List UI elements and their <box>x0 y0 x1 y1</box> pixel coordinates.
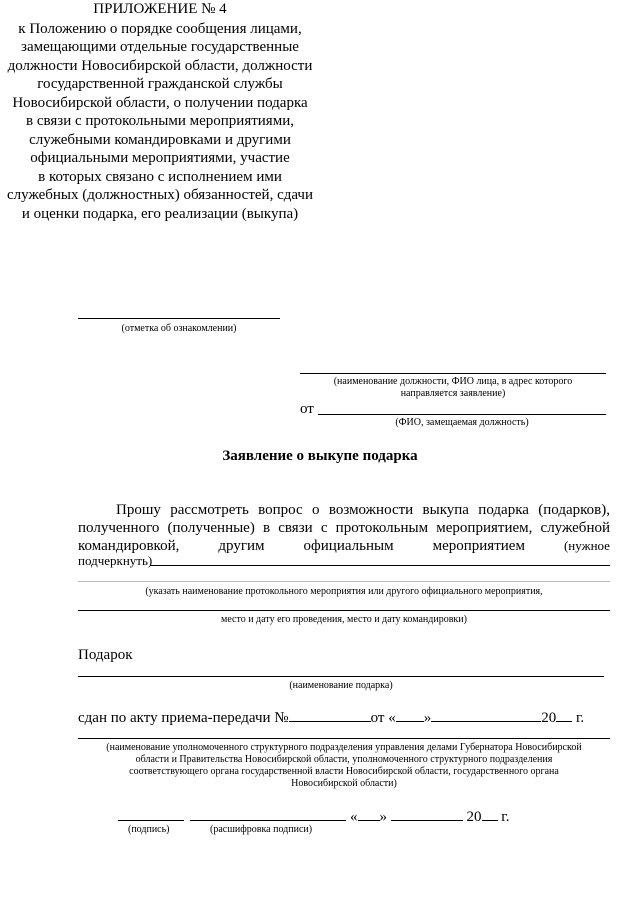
underline-event[interactable] <box>150 565 610 566</box>
appendix-title: ПРИЛОЖЕНИЕ № 4 <box>93 1 227 17</box>
appendix-line: должности Новосибирской области, должности <box>7 57 313 74</box>
from-label: от <box>300 401 314 417</box>
sig-quote-open: « <box>350 809 358 825</box>
place-line[interactable] <box>78 610 610 611</box>
decode-caption: (расшифровка подписи) <box>210 824 313 835</box>
gift-label: Подарок <box>78 647 133 663</box>
addressee-caption: направляется заявление) <box>400 388 506 399</box>
sig-year-suffix: г. <box>501 809 510 825</box>
department-caption-line: (наименование уполномоченного структурного подразделения управления делами Губернатора Новосибирской <box>106 742 582 753</box>
appendix-line: официальными мероприятиями, участие <box>30 150 290 166</box>
department-caption <box>62 742 626 790</box>
body-note: (нужное <box>563 538 610 553</box>
acquaintance-caption: (отметка об ознакомлении) <box>121 323 237 334</box>
appendix-line: замещающими отдельные государственные <box>21 39 299 55</box>
department-caption-line: Новосибирской области) <box>291 778 397 789</box>
sig-year-prefix: 20 <box>466 809 482 825</box>
sig-month-field[interactable] <box>391 805 463 821</box>
appendix-line: в которых связано с исполнением ими <box>38 168 282 185</box>
appendix-line: и оценки подарка, его реализации (выкупа) <box>21 205 299 222</box>
appendix-line: к Положению о порядке сообщения лицами, <box>18 20 302 37</box>
signature-date <box>350 805 509 827</box>
addressee-caption: (наименование должности, ФИО лица, в адрес которого <box>333 376 573 387</box>
department-caption-line: области и Правительства Новосибирской области, уполномоченного структурного подразделения <box>135 754 553 765</box>
handover-row <box>78 706 618 728</box>
signature-caption: (подпись) <box>128 824 170 835</box>
sig-year-field[interactable] <box>482 805 498 821</box>
from-line[interactable] <box>318 414 606 415</box>
act-day-field[interactable] <box>396 706 424 722</box>
appendix-line: государственной гражданской службы <box>37 76 283 92</box>
acquaintance-line[interactable] <box>78 318 280 319</box>
act-year-suffix: г. <box>575 710 585 726</box>
appendix-line: служебных (должностных) обязанностей, сдачи <box>7 187 313 203</box>
appendix-line: в связи с протокольными мероприятиями, <box>26 113 294 129</box>
event-caption: (указать наименование протокольного мероприятия или другого официального мероприятия, <box>145 586 543 597</box>
addressee-line[interactable] <box>300 373 606 374</box>
body-word: другим <box>218 538 265 554</box>
act-month-field[interactable] <box>431 706 541 722</box>
document-heading: Заявление о выкупе подарка <box>222 448 418 464</box>
body-note-end: подчеркнуть) <box>78 553 153 568</box>
act-from-label: от « <box>370 710 396 726</box>
body-line-2: полученного (полученные) в связи с протокольным мероприятием, служебной <box>78 520 610 536</box>
act-label: сдан по акту приема-передачи № <box>78 710 289 726</box>
body-line-4 <box>78 553 610 569</box>
signature-decode-field[interactable] <box>190 820 346 821</box>
body-word: мероприятием <box>432 538 525 554</box>
appendix-line: служебными командировками и другими <box>29 131 291 148</box>
place-caption: место и дату его проведения, место и дату командировки) <box>221 614 467 625</box>
gift-caption: (наименование подарка) <box>289 680 393 691</box>
signature-field[interactable] <box>118 820 184 821</box>
body-word: официальным <box>303 538 394 554</box>
separator-line <box>78 581 610 582</box>
appendix-line: Новосибирской области, о получении подарка <box>12 94 308 111</box>
sig-day-field[interactable] <box>358 805 380 821</box>
department-caption-line: соответствующего органа государственной власти Новосибирской области, государственного органа <box>129 766 559 777</box>
from-caption: (ФИО, замещаемая должность) <box>395 417 529 428</box>
act-year-field[interactable] <box>556 706 572 722</box>
act-quote-close: » <box>423 710 432 726</box>
sig-quote-close: » <box>379 809 387 825</box>
gift-line[interactable] <box>78 676 604 677</box>
appendix-header <box>0 0 320 223</box>
body-word: командировкой, <box>78 538 180 554</box>
act-year-prefix: 20 <box>541 710 557 726</box>
act-number-field[interactable] <box>289 706 371 722</box>
department-line[interactable] <box>78 738 610 739</box>
body-line-1: Прошу рассмотреть вопрос о возможности выкупа подарка (подарков), <box>116 502 610 518</box>
